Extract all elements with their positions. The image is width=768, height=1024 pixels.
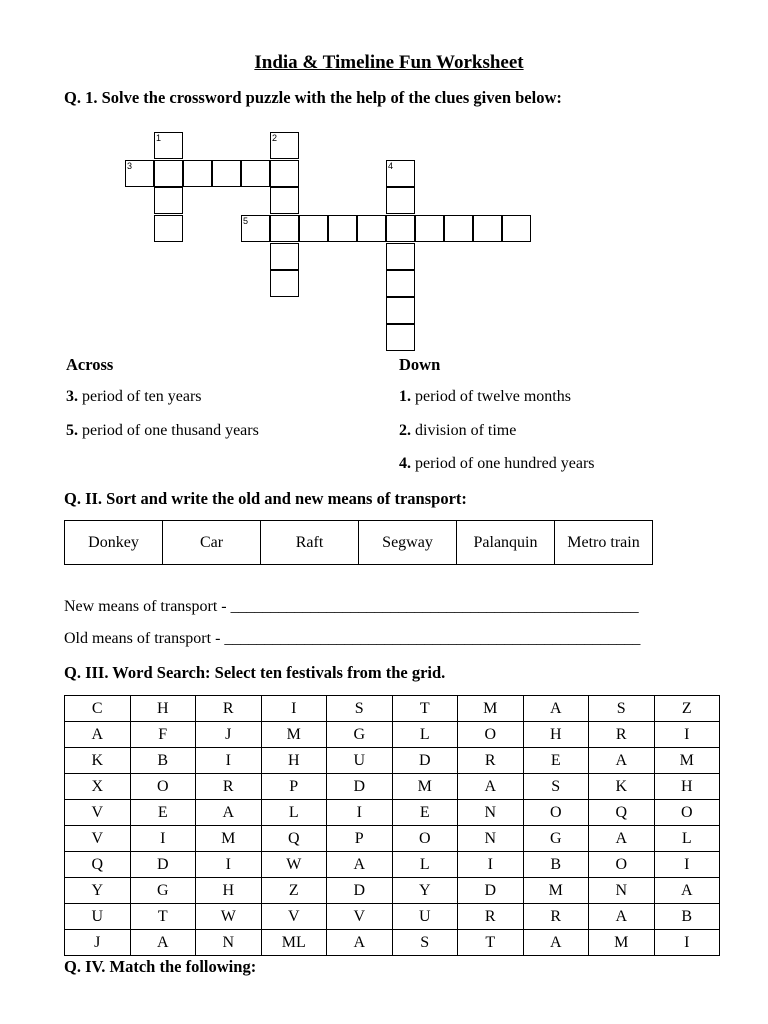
crossword-cell bbox=[386, 243, 415, 270]
grid-letter: M bbox=[261, 722, 327, 748]
grid-letter: W bbox=[196, 904, 262, 930]
grid-letter: T bbox=[130, 904, 196, 930]
q1-heading: Q. 1. Solve the crossword puzzle with the help of the clues given below: bbox=[64, 88, 562, 107]
grid-letter: I bbox=[654, 852, 720, 878]
crossword-cell bbox=[299, 215, 328, 242]
crossword-cell bbox=[270, 243, 299, 270]
crossword-cell bbox=[241, 160, 270, 187]
transport-item: Car bbox=[163, 521, 261, 565]
grid-letter: K bbox=[65, 748, 131, 774]
worksheet-title: India & Timeline Fun Worksheet bbox=[254, 52, 524, 73]
grid-row bbox=[65, 904, 720, 930]
grid-letter: F bbox=[130, 722, 196, 748]
crossword-number: 5 bbox=[243, 216, 249, 226]
crossword-number: 1 bbox=[156, 133, 162, 143]
grid-letter: R bbox=[523, 904, 589, 930]
crossword-cell bbox=[386, 270, 415, 297]
grid-letter: L bbox=[392, 852, 458, 878]
grid-letter: H bbox=[261, 748, 327, 774]
grid-letter: D bbox=[327, 774, 393, 800]
down-clue-4: 4. period of one hundred years bbox=[399, 455, 595, 472]
grid-letter: Q bbox=[589, 800, 655, 826]
old-transport-line: Old means of transport - ____________________________________________________ bbox=[64, 630, 641, 647]
grid-letter: T bbox=[392, 696, 458, 722]
grid-letter: I bbox=[654, 930, 720, 956]
grid-row bbox=[65, 748, 720, 774]
crossword-cell bbox=[270, 215, 299, 242]
grid-letter: ML bbox=[261, 930, 327, 956]
grid-letter: M bbox=[458, 696, 524, 722]
crossword-cell bbox=[386, 297, 415, 324]
grid-letter: P bbox=[327, 826, 393, 852]
transport-item: Palanquin bbox=[457, 521, 555, 565]
crossword-grid bbox=[0, 0, 768, 360]
crossword-cell bbox=[444, 215, 473, 242]
grid-letter: A bbox=[130, 930, 196, 956]
down-heading: Down bbox=[399, 355, 441, 374]
grid-letter: H bbox=[196, 878, 262, 904]
grid-letter: M bbox=[654, 748, 720, 774]
grid-row bbox=[65, 800, 720, 826]
grid-letter: O bbox=[130, 774, 196, 800]
grid-letter: A bbox=[589, 826, 655, 852]
grid-letter: A bbox=[654, 878, 720, 904]
grid-letter: N bbox=[589, 878, 655, 904]
grid-letter: M bbox=[523, 878, 589, 904]
crossword-cell bbox=[386, 187, 415, 214]
grid-letter: P bbox=[261, 774, 327, 800]
grid-letter: A bbox=[589, 748, 655, 774]
grid-letter: W bbox=[261, 852, 327, 878]
crossword-number: 2 bbox=[272, 133, 278, 143]
grid-letter: H bbox=[654, 774, 720, 800]
grid-letter: L bbox=[392, 722, 458, 748]
grid-letter: O bbox=[589, 852, 655, 878]
grid-letter: N bbox=[458, 800, 524, 826]
crossword-cell bbox=[357, 215, 386, 242]
grid-letter: I bbox=[196, 748, 262, 774]
grid-letter: L bbox=[654, 826, 720, 852]
grid-letter: O bbox=[654, 800, 720, 826]
transport-item: Metro train bbox=[555, 521, 653, 565]
grid-letter: R bbox=[196, 696, 262, 722]
grid-letter: A bbox=[589, 904, 655, 930]
grid-letter: R bbox=[589, 722, 655, 748]
grid-letter: A bbox=[523, 930, 589, 956]
grid-letter: Z bbox=[261, 878, 327, 904]
grid-letter: G bbox=[327, 722, 393, 748]
grid-letter: V bbox=[65, 826, 131, 852]
transport-table bbox=[64, 520, 653, 565]
grid-letter: R bbox=[458, 748, 524, 774]
grid-letter: I bbox=[327, 800, 393, 826]
grid-letter: O bbox=[458, 722, 524, 748]
grid-row bbox=[65, 826, 720, 852]
crossword-cell bbox=[183, 160, 212, 187]
grid-letter: S bbox=[327, 696, 393, 722]
grid-letter: Q bbox=[65, 852, 131, 878]
grid-letter: R bbox=[458, 904, 524, 930]
grid-letter: J bbox=[65, 930, 131, 956]
q3-heading: Q. III. Word Search: Select ten festivals from the grid. bbox=[64, 663, 446, 682]
grid-letter: J bbox=[196, 722, 262, 748]
down-clue-1: 1. period of twelve months bbox=[399, 388, 571, 405]
grid-letter: A bbox=[65, 722, 131, 748]
grid-letter: A bbox=[458, 774, 524, 800]
grid-row bbox=[65, 774, 720, 800]
transport-item: Donkey bbox=[65, 521, 163, 565]
grid-letter: I bbox=[196, 852, 262, 878]
grid-letter: S bbox=[392, 930, 458, 956]
grid-letter: Q bbox=[261, 826, 327, 852]
grid-letter: D bbox=[327, 878, 393, 904]
grid-letter: M bbox=[589, 930, 655, 956]
crossword-cell bbox=[473, 215, 502, 242]
grid-letter: A bbox=[523, 696, 589, 722]
crossword-cell bbox=[415, 215, 444, 242]
grid-letter: Y bbox=[65, 878, 131, 904]
grid-letter: V bbox=[65, 800, 131, 826]
grid-letter: T bbox=[458, 930, 524, 956]
grid-row bbox=[65, 930, 720, 956]
grid-letter: B bbox=[654, 904, 720, 930]
grid-letter: O bbox=[523, 800, 589, 826]
grid-letter: B bbox=[523, 852, 589, 878]
grid-letter: M bbox=[196, 826, 262, 852]
grid-letter: V bbox=[327, 904, 393, 930]
grid-letter: R bbox=[196, 774, 262, 800]
grid-letter: U bbox=[65, 904, 131, 930]
grid-letter: O bbox=[392, 826, 458, 852]
grid-row bbox=[65, 696, 720, 722]
crossword-cell bbox=[386, 324, 415, 351]
grid-letter: I bbox=[458, 852, 524, 878]
crossword-cell bbox=[212, 160, 241, 187]
grid-letter: G bbox=[130, 878, 196, 904]
grid-letter: D bbox=[392, 748, 458, 774]
across-clue-3: 3. period of ten years bbox=[66, 388, 202, 405]
grid-letter: I bbox=[130, 826, 196, 852]
grid-letter: G bbox=[523, 826, 589, 852]
grid-letter: E bbox=[523, 748, 589, 774]
crossword-cell bbox=[328, 215, 357, 242]
q4-heading: Q. IV. Match the following: bbox=[64, 957, 257, 976]
grid-letter: N bbox=[196, 930, 262, 956]
grid-letter: Z bbox=[654, 696, 720, 722]
grid-letter: H bbox=[523, 722, 589, 748]
crossword-cell bbox=[502, 215, 531, 242]
grid-letter: Y bbox=[392, 878, 458, 904]
q2-heading: Q. II. Sort and write the old and new means of transport: bbox=[64, 489, 467, 508]
grid-letter: H bbox=[130, 696, 196, 722]
grid-letter: U bbox=[327, 748, 393, 774]
crossword-cell bbox=[386, 215, 415, 242]
grid-letter: A bbox=[196, 800, 262, 826]
grid-letter: A bbox=[327, 930, 393, 956]
new-transport-line: New means of transport - ___________________________________________________ bbox=[64, 598, 639, 615]
grid-letter: B bbox=[130, 748, 196, 774]
grid-letter: V bbox=[261, 904, 327, 930]
grid-letter: U bbox=[392, 904, 458, 930]
grid-letter: E bbox=[130, 800, 196, 826]
crossword-number: 3 bbox=[127, 161, 133, 171]
grid-letter: N bbox=[458, 826, 524, 852]
grid-letter: A bbox=[327, 852, 393, 878]
crossword-cell bbox=[270, 160, 299, 187]
crossword-cell bbox=[154, 160, 183, 187]
across-heading: Across bbox=[66, 355, 114, 374]
grid-letter: D bbox=[130, 852, 196, 878]
grid-letter: E bbox=[392, 800, 458, 826]
grid-letter: S bbox=[589, 696, 655, 722]
word-search-grid bbox=[64, 695, 720, 956]
grid-letter: M bbox=[392, 774, 458, 800]
crossword-cell bbox=[270, 187, 299, 214]
grid-letter: X bbox=[65, 774, 131, 800]
crossword-cell bbox=[154, 187, 183, 214]
grid-letter: I bbox=[654, 722, 720, 748]
grid-row bbox=[65, 852, 720, 878]
grid-letter: C bbox=[65, 696, 131, 722]
down-clue-2: 2. division of time bbox=[399, 422, 517, 439]
grid-letter: D bbox=[458, 878, 524, 904]
grid-letter: L bbox=[261, 800, 327, 826]
crossword-cell bbox=[270, 270, 299, 297]
grid-row bbox=[65, 878, 720, 904]
crossword-cell bbox=[154, 215, 183, 242]
grid-letter: I bbox=[261, 696, 327, 722]
transport-item: Segway bbox=[359, 521, 457, 565]
crossword-number: 4 bbox=[388, 161, 394, 171]
grid-letter: K bbox=[589, 774, 655, 800]
transport-item: Raft bbox=[261, 521, 359, 565]
grid-row bbox=[65, 722, 720, 748]
grid-letter: S bbox=[523, 774, 589, 800]
across-clue-5: 5. period of one thusand years bbox=[66, 422, 259, 439]
